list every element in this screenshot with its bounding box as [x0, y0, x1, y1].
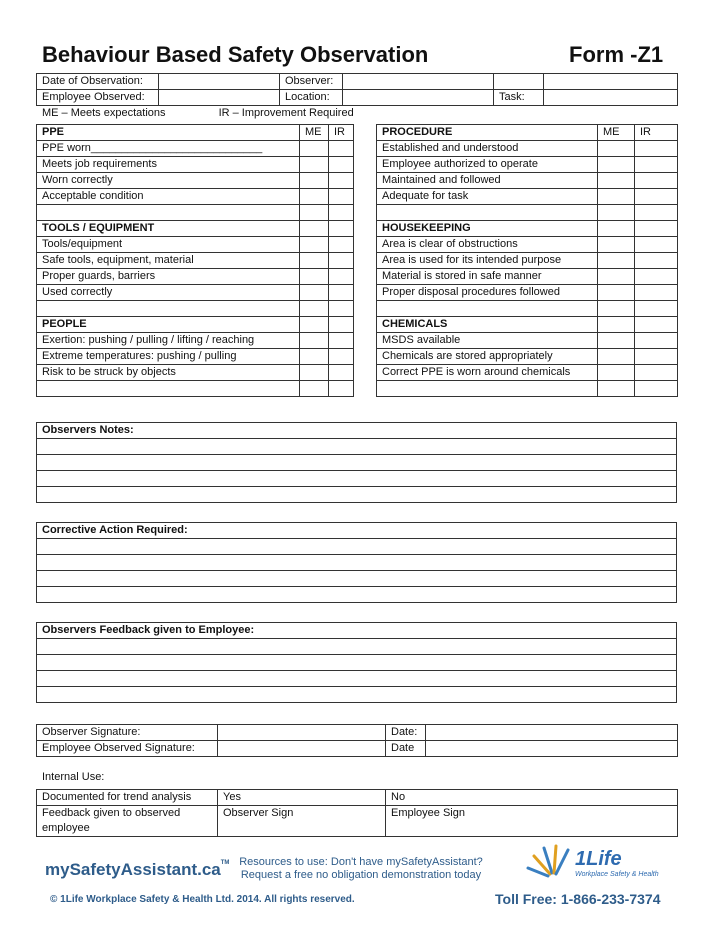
checklist-row: [377, 301, 678, 317]
me-checkbox[interactable]: [598, 365, 635, 381]
checklist-row: [37, 381, 354, 397]
location-field[interactable]: [343, 90, 494, 106]
ir-checkbox[interactable]: [329, 317, 354, 333]
checklist-item-label: Acceptable condition: [37, 189, 300, 205]
employee-sign-field[interactable]: Employee Sign: [386, 806, 678, 837]
checklist-item-label: Exertion: pushing / pulling / lifting / reaching: [37, 333, 300, 349]
ir-checkbox[interactable]: [635, 205, 678, 221]
ir-checkbox[interactable]: [329, 301, 354, 317]
checklist-row: [37, 189, 354, 205]
toll-free-number: Toll Free: 1-866-233-7374: [495, 891, 661, 907]
copyright: © 1Life Workplace Safety & Health Ltd. 2014. All rights reserved.: [50, 894, 355, 905]
checklist-right: [376, 124, 678, 397]
checklist-row: [37, 349, 354, 365]
ir-checkbox[interactable]: [329, 349, 354, 365]
me-checkbox[interactable]: [300, 205, 329, 221]
ir-checkbox[interactable]: [635, 157, 678, 173]
employee-label: Employee Observed:: [37, 90, 159, 106]
checklist-item-label: Extreme temperatures: pushing / pulling: [37, 349, 300, 365]
me-checkbox[interactable]: [598, 237, 635, 253]
checklist-row: [377, 141, 678, 157]
ir-checkbox[interactable]: [329, 173, 354, 189]
checklist-row: [377, 173, 678, 189]
me-checkbox[interactable]: [300, 141, 329, 157]
me-checkbox[interactable]: [598, 269, 635, 285]
trend-analysis-label: Documented for trend analysis: [37, 790, 218, 806]
observer-sign-field[interactable]: Observer Sign: [218, 806, 386, 837]
employee-signature-label: Employee Observed Signature:: [37, 741, 218, 757]
ir-checkbox[interactable]: [635, 285, 678, 301]
section-header-row: [37, 125, 354, 141]
checklist-item-label: PPE worn____________________________: [37, 141, 300, 157]
me-checkbox[interactable]: [598, 157, 635, 173]
blank-cell: [544, 74, 678, 90]
feedback-line[interactable]: [37, 671, 677, 687]
checklist-item-label: [377, 381, 598, 397]
checklist-row: [377, 365, 678, 381]
section-heading: CHEMICALS: [377, 317, 598, 333]
checklist-row: [377, 253, 678, 269]
checklist-item-label: Employee authorized to operate: [377, 157, 598, 173]
checklist-item-label: Chemicals are stored appropriately: [377, 349, 598, 365]
checklist-item-label: [377, 301, 598, 317]
section-heading: PEOPLE: [37, 317, 300, 333]
me-checkbox[interactable]: [598, 221, 635, 237]
resources-text: [230, 856, 492, 882]
corrective-line[interactable]: [37, 571, 677, 587]
feedback-table: [36, 622, 677, 703]
checklist-item-label: Maintained and followed: [377, 173, 598, 189]
checklist-row: [377, 157, 678, 173]
resources-line: Resources to use: Don't have mySafetyAssistant?: [239, 856, 483, 868]
observers-notes-table: [36, 422, 677, 503]
checklist-row: [37, 269, 354, 285]
feedback-given-label: Feedback given to observed employee: [37, 806, 218, 837]
legend-ir: IR – Improvement Required: [218, 107, 354, 119]
ir-column-header: IR: [635, 125, 678, 141]
ir-checkbox[interactable]: [329, 253, 354, 269]
me-column-header: ME: [598, 125, 635, 141]
ir-checkbox[interactable]: [329, 141, 354, 157]
ir-checkbox[interactable]: [329, 205, 354, 221]
checklist-item-label: MSDS available: [377, 333, 598, 349]
checklist-row: [37, 333, 354, 349]
blank-cell: [494, 74, 544, 90]
notes-line[interactable]: [37, 487, 677, 503]
checklist-item-label: Material is stored in safe manner: [377, 269, 598, 285]
logo-text: mySafetyAssistant.ca: [45, 860, 221, 879]
checklist-item-label: [37, 301, 300, 317]
ir-checkbox[interactable]: [635, 269, 678, 285]
notes-heading: Observers Notes:: [37, 423, 677, 439]
checklist-row: [377, 349, 678, 365]
section-header-row: [377, 125, 678, 141]
me-checkbox[interactable]: [598, 141, 635, 157]
me-checkbox[interactable]: [300, 189, 329, 205]
ir-checkbox[interactable]: [635, 253, 678, 269]
observer-signature-label: Observer Signature:: [37, 725, 218, 741]
ir-checkbox[interactable]: [635, 221, 678, 237]
me-checkbox[interactable]: [598, 301, 635, 317]
checklist-row: [37, 157, 354, 173]
section-header-row: [37, 317, 354, 333]
me-checkbox[interactable]: [300, 381, 329, 397]
date-label: Date:: [386, 725, 426, 741]
me-column-header: ME: [300, 125, 329, 141]
no-option[interactable]: No: [386, 790, 678, 806]
ir-checkbox[interactable]: [329, 285, 354, 301]
signature-table: [36, 724, 678, 757]
observation-info-table: [36, 73, 678, 106]
observer-label: Observer:: [280, 74, 343, 90]
checklist-item-label: Tools/equipment: [37, 237, 300, 253]
checklist-item-label: Area is used for its intended purpose: [377, 253, 598, 269]
me-checkbox[interactable]: [598, 333, 635, 349]
section-heading: PROCEDURE: [377, 125, 598, 141]
yes-option[interactable]: Yes: [218, 790, 386, 806]
task-field[interactable]: [544, 90, 678, 106]
section-header-row: [37, 221, 354, 237]
section-heading: TOOLS / EQUIPMENT: [37, 221, 300, 237]
notes-line[interactable]: [37, 471, 677, 487]
checklist-row: [377, 237, 678, 253]
me-checkbox[interactable]: [598, 205, 635, 221]
checklist-item-label: Area is clear of obstructions: [377, 237, 598, 253]
checklist-item-label: Used correctly: [37, 285, 300, 301]
form-id: Form -Z1: [569, 42, 664, 67]
ir-checkbox[interactable]: [329, 269, 354, 285]
ir-checkbox[interactable]: [329, 333, 354, 349]
brand-name: 1Life: [575, 848, 622, 870]
form-title: Behaviour Based Safety Observation: [42, 42, 429, 67]
brand-tagline: Workplace Safety & Health: [575, 871, 659, 878]
ir-column-header: IR: [329, 125, 354, 141]
resources-line: Request a free no obligation demonstration today: [240, 869, 482, 881]
checklist-item-label: Meets job requirements: [37, 157, 300, 173]
section-header-row: [377, 221, 678, 237]
me-checkbox[interactable]: [598, 285, 635, 301]
mysafetyassistant-logo: [45, 860, 229, 880]
ir-checkbox[interactable]: [635, 237, 678, 253]
legend-me: ME – Meets expectations: [42, 107, 166, 119]
me-checkbox[interactable]: [598, 317, 635, 333]
me-checkbox[interactable]: [300, 269, 329, 285]
ir-checkbox[interactable]: [635, 141, 678, 157]
checklist-row: [37, 173, 354, 189]
observer-field[interactable]: [343, 74, 494, 90]
employee-signature-field[interactable]: [218, 741, 386, 757]
me-checkbox[interactable]: [300, 173, 329, 189]
me-checkbox[interactable]: [300, 253, 329, 269]
checklist-item-label: Safe tools, equipment, material: [37, 253, 300, 269]
checklist-item-label: Risk to be struck by objects: [37, 365, 300, 381]
checklist-item-label: Worn correctly: [37, 173, 300, 189]
ir-checkbox[interactable]: [635, 365, 678, 381]
checklist-row: [37, 205, 354, 221]
ir-checkbox[interactable]: [635, 301, 678, 317]
me-checkbox[interactable]: [300, 285, 329, 301]
internal-use-table: [36, 789, 678, 837]
feedback-line[interactable]: [37, 639, 677, 655]
corrective-heading: Corrective Action Required:: [37, 523, 677, 539]
checklist-row: [37, 285, 354, 301]
ir-checkbox[interactable]: [635, 349, 678, 365]
ir-checkbox[interactable]: [635, 381, 678, 397]
ir-checkbox[interactable]: [329, 381, 354, 397]
me-checkbox[interactable]: [598, 381, 635, 397]
checklist-item-label: [377, 205, 598, 221]
checklist-row: [37, 301, 354, 317]
checklist-row: [377, 381, 678, 397]
corrective-action-table: [36, 522, 677, 603]
rating-legend: [42, 107, 404, 119]
date-label: Date of Observation:: [37, 74, 159, 90]
internal-use-label: Internal Use:: [42, 771, 105, 783]
section-header-row: [377, 317, 678, 333]
date-field[interactable]: [426, 725, 678, 741]
checklist-item-label: Adequate for task: [377, 189, 598, 205]
notes-line[interactable]: [37, 439, 677, 455]
checklist-item-label: Proper guards, barriers: [37, 269, 300, 285]
checklist-row: [377, 285, 678, 301]
checklist-row: [37, 141, 354, 157]
me-checkbox[interactable]: [300, 333, 329, 349]
me-checkbox[interactable]: [300, 221, 329, 237]
observer-signature-field[interactable]: [218, 725, 386, 741]
date-field[interactable]: [159, 74, 280, 90]
task-label: Task:: [494, 90, 544, 106]
corrective-line[interactable]: [37, 555, 677, 571]
ir-checkbox[interactable]: [329, 157, 354, 173]
ir-checkbox[interactable]: [329, 365, 354, 381]
me-checkbox[interactable]: [300, 301, 329, 317]
me-checkbox[interactable]: [300, 365, 329, 381]
ir-checkbox[interactable]: [329, 237, 354, 253]
ir-checkbox[interactable]: [329, 221, 354, 237]
me-checkbox[interactable]: [300, 349, 329, 365]
checklist-item-label: [37, 205, 300, 221]
feedback-line[interactable]: [37, 687, 677, 703]
feedback-heading: Observers Feedback given to Employee:: [37, 623, 677, 639]
checklist-row: [37, 365, 354, 381]
checklist-row: [377, 333, 678, 349]
date-label: Date: [386, 741, 426, 757]
checklist-item-label: Established and understood: [377, 141, 598, 157]
me-checkbox[interactable]: [598, 349, 635, 365]
checklist-row: [377, 269, 678, 285]
location-label: Location:: [280, 90, 343, 106]
checklist-row: [377, 205, 678, 221]
ir-checkbox[interactable]: [635, 189, 678, 205]
me-checkbox[interactable]: [300, 157, 329, 173]
ir-checkbox[interactable]: [635, 317, 678, 333]
me-checkbox[interactable]: [300, 237, 329, 253]
section-heading: PPE: [37, 125, 300, 141]
checklist-item-label: Proper disposal procedures followed: [377, 285, 598, 301]
ir-checkbox[interactable]: [635, 173, 678, 189]
corrective-line[interactable]: [37, 587, 677, 603]
ir-checkbox[interactable]: [635, 333, 678, 349]
me-checkbox[interactable]: [598, 253, 635, 269]
logo-tm: TM: [220, 860, 230, 866]
checklist-row: [377, 189, 678, 205]
checklist-item-label: [37, 381, 300, 397]
checklist-row: [37, 253, 354, 269]
date-field[interactable]: [426, 741, 678, 757]
checklist-item-label: Correct PPE is worn around chemicals: [377, 365, 598, 381]
corrective-line[interactable]: [37, 539, 677, 555]
feedback-line[interactable]: [37, 655, 677, 671]
employee-field[interactable]: [159, 90, 280, 106]
me-checkbox[interactable]: [598, 173, 635, 189]
section-heading: HOUSEKEEPING: [377, 221, 598, 237]
me-checkbox[interactable]: [300, 317, 329, 333]
me-checkbox[interactable]: [598, 189, 635, 205]
notes-line[interactable]: [37, 455, 677, 471]
checklist-row: [37, 237, 354, 253]
ir-checkbox[interactable]: [329, 189, 354, 205]
checklist-left: [36, 124, 354, 397]
